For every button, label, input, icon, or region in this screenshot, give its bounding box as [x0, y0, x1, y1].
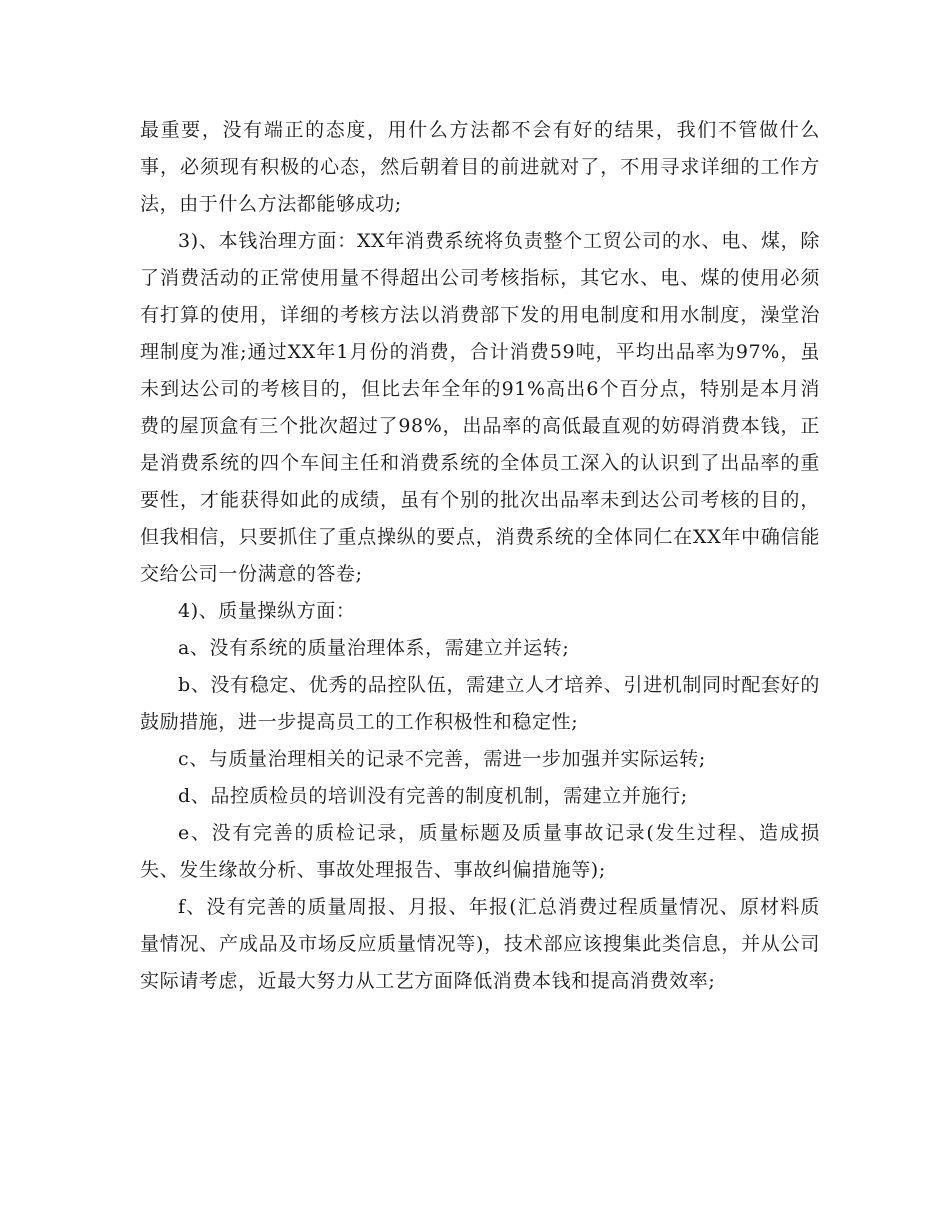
paragraph-continuation: 最重要，没有端正的态度，用什么方法都不会有好的结果，我们不管做什么事，必须现有积极的心态，然后朝着目的前进就对了，不用寻求详细的工作方法，由于什么方法都能够成功;	[140, 119, 820, 215]
paragraph-item-a: a、没有系统的质量治理体系，需建立并运转;	[178, 637, 570, 659]
paragraph-item-d: d、品控质检员的培训没有完善的制度机制，需建立并施行;	[178, 785, 688, 807]
paragraph-cost-management: 3)、本钱治理方面：XX年消费系统将负责整个工贸公司的水、电、煤，除了消费活动的正常使用量不得超出公司考核指标，其它水、电、煤的使用必须有打算的使用，详细的考核方法以消费部下发的用电制度和用水制度，澡堂治理制度为准;通过XX年1月份的消费，合计消费59吨，平均出品率为97%，虽未到达公司的考核目的，但比去年全年的91%高出6个百分点，特别是本月消费的屋顶盒有三个批次超过了98%，出品率的高低最直观的妨碍消费本钱，正是消费系统的四个车间主任和消费系统的全体员工深入的认识到了出品率的重要性，才能获得如此的成绩，虽有个别的批次出品率未到达公司考核的目的，但我相信，只要抓住了重点操纵的要点，消费系统的全体同仁在XX年中确信能交给公司一份满意的答卷;	[140, 230, 820, 585]
paragraph-item-b: b、没有稳定、优秀的品控队伍，需建立人才培养、引进机制同时配套好的鼓励措施，进一步提高员工的工作积极性和稳定性;	[140, 674, 820, 733]
paragraph-item-e: e、没有完善的质检记录，质量标题及质量事故记录(发生过程、造成损失、发生缘故分析、事故处理报告、事故纠偏措施等);	[140, 822, 820, 881]
paragraph-item-f: f、没有完善的质量周报、月报、年报(汇总消费过程质量情况、原材料质量情况、产成品及市场反应质量情况等)，技术部应该搜集此类信息，并从公司实际请考虑，近最大努力从工艺方面降低消费本钱和提高消费效率;	[140, 896, 820, 992]
paragraph-item-c: c、与质量治理相关的记录不完善，需进一步加强并实际运转;	[178, 748, 706, 770]
paragraph-quality-control-heading: 4)、质量操纵方面：	[178, 600, 356, 622]
document-body	[140, 112, 820, 1000]
